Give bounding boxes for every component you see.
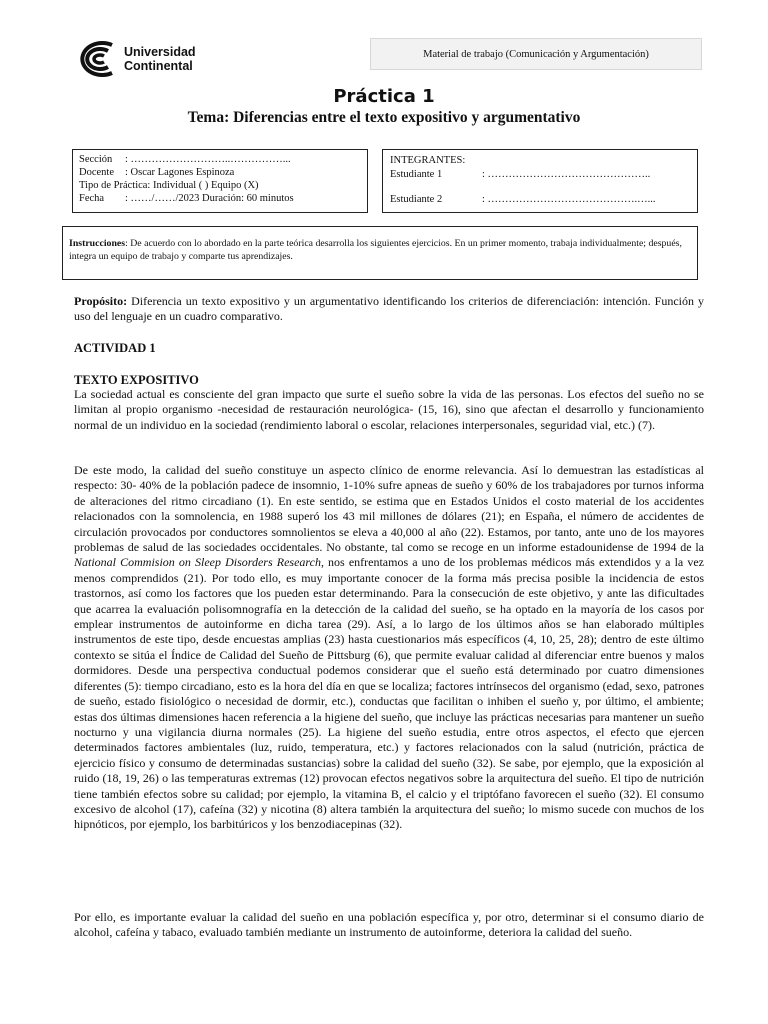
- info-value: : ………………………..……………...: [125, 154, 291, 165]
- course-info-box: [72, 149, 368, 213]
- student-value: : ………………………………………..: [482, 169, 651, 180]
- student-row-2: [390, 193, 697, 206]
- info-label: Tipo de Práctica:: [79, 180, 151, 191]
- info-value: : ……/……/2023 Duración: 60 minutos: [125, 193, 294, 204]
- instructions-text: : De acuerdo con lo abordado en la parte teórica desarrolla los siguientes ejercicios. En un primer momento, trabaja individualmente; después, integra un equipo de trabajo y comparte tus aprendizajes.: [69, 238, 682, 262]
- university-emblem-icon: [72, 41, 116, 77]
- info-label: Fecha: [79, 193, 105, 204]
- purpose-paragraph: [74, 294, 704, 325]
- paragraph-2: [74, 463, 704, 833]
- paragraph-1-text: La sociedad actual es consciente del gran impacto que surte el sueño sobre la vida de las personas. Los efectos del sueño no se limitan al propio organismo -necesidad de restauración neurológica- (15, 16), sino que afectan el desarrollo y funcionamiento normal de un individuo en la sociedad (rendimiento laboral o escolar, relaciones interpersonales, seguridad vial, etc.) (7).: [74, 387, 704, 432]
- student-label: Estudiante 2: [390, 194, 443, 205]
- info-label: Docente: [79, 167, 114, 178]
- activity-heading: ACTIVIDAD 1: [74, 341, 156, 355]
- members-box: [382, 149, 698, 213]
- info-row-type: [79, 179, 367, 192]
- info-row-teacher: [79, 166, 367, 179]
- purpose-label: Propósito:: [74, 294, 128, 308]
- info-label: Sección: [79, 154, 113, 165]
- material-header: [370, 38, 702, 70]
- info-value: Individual ( ) Equipo (X): [150, 180, 259, 191]
- paragraph-2-text-b: , nos enfrentamos a uno de los problemas médicos más extendidos y a la vez menos comprendidos (21). Por todo ello, es muy importante conocer de la forma más precisa posible la incidencia de estos trastornos, así como los factores que los pueden estar determinando. Para la consecución de este objetivo, y ante las dificultades que acarrea la evaluación polisomnografía en la detección de la calidad del sueño, se ha optado en la mayoría de los casos por emplear instrumentos de autoinforme en dicha tarea (29). Así, a lo largo de los últimos años se han elaborado múltiples instrumentos de este tipo, desde encuestas amplias (23) hasta cuestionarios más específicos (4, 10, 25, 28); dentro de este último contexto se sitúa el Índice de Calidad del Sueño de Pittsburg (6), que permite evaluar calidad al diferenciar entre buenos y malos dormidores. Desde una perspectiva conductual podemos considerar que el sueño está determinado por cuatro dimensiones diferentes (5): tiempo circadiano, esto es la hora del día en que se localiza; factores intrínsecos del organismo (edad, sexo, patrones de sueño, estado fisiológico o necesidad de dormir, etc.), conductas que facilitan o inhiben el sueño y, por último, el ambiente; estas dos últimas dimensiones hacen referencia a la higiene del sueño, que incluye las prácticas necesarias para mantener un sueño nocturno y una vigilancia diurna normales (25). La higiene del sueño estudia, entre otros aspectos, el efecto que ejercen determinados factores ambientales (luz, ruido, temperatura, etc.) y factores relacionados con la salud (nutrición, práctica de ejercicio físico y consumo de determinadas sustancias) sobre la calidad del sueño (32). Se sabe, por ejemplo, que la exposición al ruido (18, 19, 26) o las temperaturas extremas (12) provocan efectos negativos sobre la arquitectura del sueño. El tipo de nutrición tiene también efectos sobre su calidad; por ejemplo, la vitamina B, el calcio y el triptófano favorecen el sueño (32). El consumo excesivo de alcohol (17), cafeína (32) y nicotina (8) altera también la arquitectura del sueño; lo mismo sucede con muchos de los hipnóticos, por ejemplo, los barbitúricos y los benzodiacepinas (32).: [74, 555, 704, 832]
- paragraph-1: [74, 387, 704, 433]
- paragraph-3: [74, 910, 704, 941]
- info-value: : Oscar Lagones Espinoza: [125, 167, 235, 178]
- info-row-section: [79, 153, 367, 166]
- student-row-1: [390, 168, 697, 181]
- paragraph-3-text: Por ello, es importante evaluar la calidad del sueño en una población específica y, por otro, determinar si el consumo diario de alcohol, cafeína y tabaco, evaluado también mediante un instrumento de autoinforme, deteriora la calidad del sueño.: [74, 910, 704, 940]
- paragraph-2-text-a: De este modo, la calidad del sueño constituye un aspecto clínico de enorme relevancia. Así lo demuestran las estadísticas al respecto: 30- 40% de la población padece de insomnio, 1-10% sufre apneas de sueño y 60% de los trabajadores por turnos informa de alteraciones del ritmo circadiano (1). En este sentido, se estima que en Estados Unidos el costo material de los accidentes relacionados con la somnolencia, en 1988 superó los 43 mil millones de dólares (21); en España, el número de accidentes de circulación provocados por conductores somnolientos se eleva a 40,000 al año (22). Estamos, por tanto, ante uno de los mayores problemas de salud de las sociedades occidentales. No obstante, tal como se recoge en un informe estadounidense de 1994 de la: [74, 463, 704, 555]
- student-label: Estudiante 1: [390, 169, 443, 180]
- section-heading: TEXTO EXPOSITIVO: [74, 373, 199, 387]
- material-label: Material de trabajo (Comunicación y Argumentación): [423, 48, 649, 60]
- university-logo: [72, 41, 196, 77]
- purpose-text: Diferencia un texto expositivo y un argumentativo identificando los criterios de diferenciación: intención. Función y uso del lenguaje en un cuadro comparativo.: [74, 294, 704, 324]
- members-heading: INTEGRANTES:: [390, 155, 466, 166]
- university-name-line1: Universidad: [124, 45, 196, 59]
- university-name-line2: Continental: [124, 59, 193, 73]
- report-title: National Commision on Sleep Disorders Research: [74, 555, 321, 570]
- instructions-box: [62, 226, 698, 280]
- instructions-label: Instrucciones: [69, 238, 126, 249]
- page-title: Práctica 1: [333, 86, 435, 107]
- page-subtitle: Tema: Diferencias entre el texto expositivo y argumentativo: [187, 109, 581, 126]
- student-value: : …………………………………….…...: [482, 194, 656, 205]
- university-name: [124, 45, 196, 73]
- info-row-date: [79, 192, 367, 205]
